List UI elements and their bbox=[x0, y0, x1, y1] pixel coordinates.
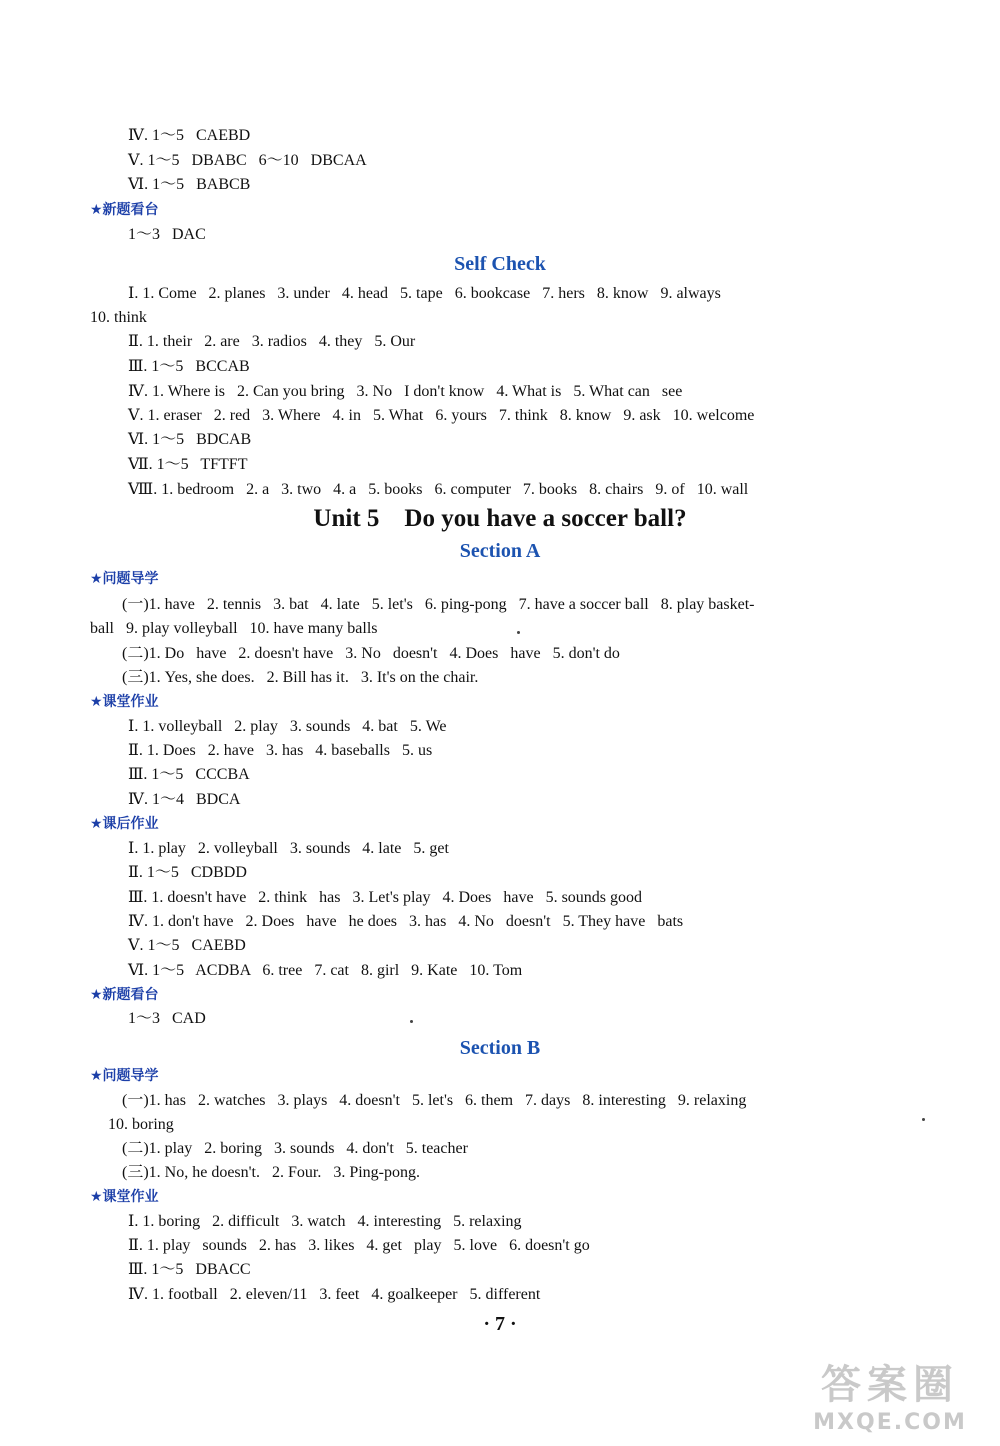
section-heading-a: Section A bbox=[459, 540, 541, 562]
answer-line: ball 9. play volleyball 10. have many balls bbox=[90, 620, 378, 637]
answer-line: Ⅱ. 1. their 2. are 3. radios 4. they 5. Our bbox=[128, 333, 416, 350]
answer-line: Ⅷ. 1. bedroom 2. a 3. two 4. a 5. books 6. computer 7. books 8. chairs 9. of 10. wall bbox=[128, 481, 749, 498]
answer-line: Ⅵ. 1～5 BABCB bbox=[128, 176, 251, 193]
answer-line: 1～3 CAD bbox=[128, 1010, 206, 1027]
section-tag: ★新题看台 bbox=[90, 987, 159, 1003]
answer-line: (一)1. has 2. watches 3. plays 4. doesn't 5. let's 6. them 7. days 8. interesting 9. relaxing bbox=[122, 1092, 747, 1109]
answer-line: Ⅰ. 1. Come 2. planes 3. under 4. head 5. tape 6. bookcase 7. hers 8. know 9. always bbox=[128, 285, 721, 302]
answer-line: Ⅴ. 1～5 CAEBD bbox=[128, 937, 246, 954]
answer-line: Ⅰ. 1. boring 2. difficult 3. watch 4. interesting 5. relaxing bbox=[128, 1213, 522, 1230]
answer-line: Ⅰ. 1. play 2. volleyball 3. sounds 4. late 5. get bbox=[128, 840, 449, 857]
answer-line: Ⅵ. 1～5 ACDBA 6. tree 7. cat 8. girl 9. Kate 10. Tom bbox=[128, 962, 523, 979]
section-tag: ★课后作业 bbox=[90, 816, 159, 832]
answer-line: Ⅵ. 1～5 BDCAB bbox=[128, 431, 252, 448]
page-number: · 7 · bbox=[483, 1313, 517, 1335]
answer-line: (一)1. have 2. tennis 3. bat 4. late 5. let's 6. ping-pong 7. have a soccer ball 8. play basket- bbox=[122, 596, 755, 613]
scan-speck bbox=[410, 1020, 413, 1023]
answer-line: Ⅲ. 1～5 DBACC bbox=[128, 1261, 251, 1278]
answer-line: 10. boring bbox=[108, 1116, 174, 1133]
answer-line: 1～3 DAC bbox=[128, 226, 206, 243]
unit-title: Unit 5 Do you have a soccer ball? bbox=[313, 505, 687, 532]
scan-speck bbox=[517, 631, 520, 634]
answer-line: (三)1. No, he doesn't. 2. Four. 3. Ping-pong. bbox=[122, 1164, 420, 1181]
answer-line: (三)1. Yes, she does. 2. Bill has it. 3. It's on the chair. bbox=[122, 669, 479, 686]
answer-line: Ⅴ. 1. eraser 2. red 3. Where 4. in 5. What 6. yours 7. think 8. know 9. ask 10. welcome bbox=[128, 407, 755, 424]
answer-line: Ⅳ. 1. Where is 2. Can you bring 3. No I don't know 4. What is 5. What can see bbox=[128, 383, 683, 400]
watermark-en: MXQE.COM bbox=[813, 1410, 967, 1435]
answer-line: Ⅱ. 1～5 CDBDD bbox=[128, 864, 247, 881]
section-tag: ★课堂作业 bbox=[90, 1189, 159, 1205]
section-heading-self-check: Self Check bbox=[454, 253, 546, 275]
section-tag: ★课堂作业 bbox=[90, 694, 159, 710]
answer-line: Ⅳ. 1. don't have 2. Does have he does 3. has 4. No doesn't 5. They have bats bbox=[128, 913, 684, 930]
answer-line: Ⅳ. 1～5 CAEBD bbox=[128, 127, 251, 144]
answer-line: Ⅱ. 1. Does 2. have 3. has 4. baseballs 5. us bbox=[128, 742, 433, 759]
section-tag: ★新题看台 bbox=[90, 202, 159, 218]
answer-line: Ⅳ. 1. football 2. eleven/11 3. feet 4. goalkeeper 5. different bbox=[128, 1286, 541, 1303]
section-tag: ★问题导学 bbox=[90, 1068, 159, 1084]
answer-line: Ⅲ. 1～5 BCCAB bbox=[128, 358, 250, 375]
answer-line: (二)1. play 2. boring 3. sounds 4. don't 5. teacher bbox=[122, 1140, 468, 1157]
answer-line: Ⅱ. 1. play sounds 2. has 3. likes 4. get play 5. love 6. doesn't go bbox=[128, 1237, 590, 1254]
answer-line: Ⅲ. 1. doesn't have 2. think has 3. Let's play 4. Does have 5. sounds good bbox=[128, 889, 643, 906]
section-tag: ★问题导学 bbox=[90, 571, 159, 587]
answer-line: Ⅴ. 1～5 DBABC 6～10 DBCAA bbox=[128, 152, 367, 169]
watermark-logo bbox=[790, 1360, 990, 1442]
watermark-cn: 答案圈 bbox=[821, 1362, 959, 1408]
answer-line: 10. think bbox=[90, 309, 147, 326]
section-heading-b: Section B bbox=[459, 1037, 541, 1059]
answer-line: Ⅲ. 1～5 CCCBA bbox=[128, 766, 250, 783]
answer-line: (二)1. Do have 2. doesn't have 3. No doesn't 4. Does have 5. don't do bbox=[122, 645, 620, 662]
answer-line: Ⅳ. 1～4 BDCA bbox=[128, 791, 241, 808]
answer-line: Ⅰ. 1. volleyball 2. play 3. sounds 4. bat 5. We bbox=[128, 718, 447, 735]
scan-speck bbox=[922, 1118, 925, 1121]
answer-line: Ⅶ. 1～5 TFTFT bbox=[128, 456, 248, 473]
